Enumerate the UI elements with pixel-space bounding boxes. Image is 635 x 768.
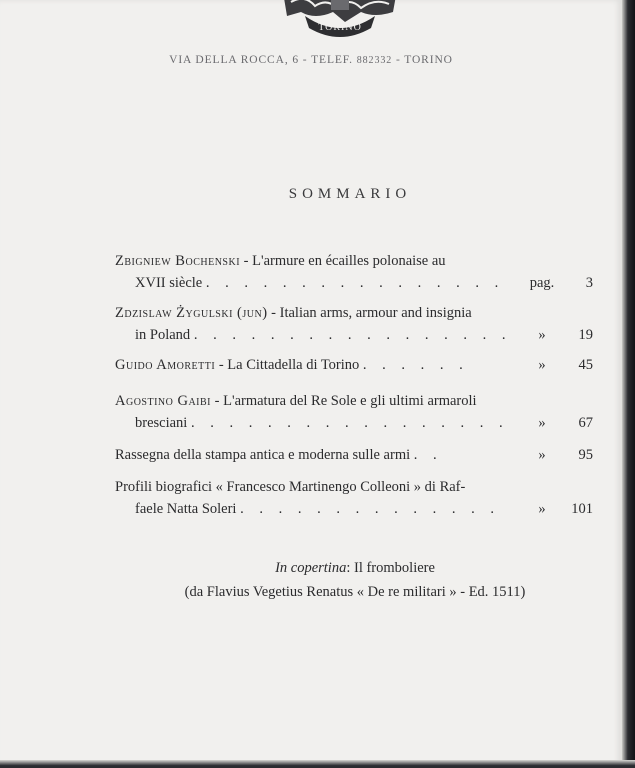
toc-title-continued: XVII siècle <box>135 275 203 291</box>
toc-author: Zdzislaw Żygulski (jun) <box>115 305 268 321</box>
toc-title: - L'armatura del Re Sole e gli ultimi armaroli <box>211 393 477 409</box>
toc-entry <box>115 250 593 294</box>
publisher-address <box>0 54 622 66</box>
toc-entry <box>115 476 593 520</box>
toc-author: Guido Amoretti <box>115 357 216 373</box>
toc-title: - La Cittadella di Torino <box>215 357 360 373</box>
toc-title: - Italian arms, armour and insignia <box>267 305 472 321</box>
page-edge-right <box>622 0 635 768</box>
cover-label: In copertina <box>275 560 347 576</box>
page-number: 45 <box>578 357 593 373</box>
page-number: 95 <box>578 447 593 463</box>
page-mark: pag. <box>529 275 555 291</box>
toc-title: Profili biografici « Francesco Martinengo Colleoni » di Raf- <box>115 479 466 495</box>
logo-text: TORINO <box>318 22 362 33</box>
leader-dots: . . . . . . . . . . . . . . . . . <box>190 415 509 431</box>
table-of-contents <box>115 250 593 520</box>
toc-title-continued: faele Natta Soleri <box>135 501 237 517</box>
page-mark: » <box>538 357 546 373</box>
page-number: 101 <box>571 501 593 517</box>
toc-author: Agostino Gaibi <box>115 393 212 409</box>
leader-dots: . . . . . . . . . . . . . . . . <box>205 275 505 291</box>
leader-dots: . . <box>413 447 443 463</box>
leader-dots: . . . . . . . . . . . . . . <box>240 501 500 517</box>
toc-title: - L'armure en écailles polonaise au <box>240 253 446 269</box>
page-number: 67 <box>578 415 593 431</box>
publisher-logo <box>275 0 405 44</box>
page-number: 3 <box>585 275 593 291</box>
phone-number: 882332 <box>356 55 393 66</box>
page-number: 19 <box>578 327 593 343</box>
page-mark: » <box>538 327 546 343</box>
page-mark: » <box>538 501 546 517</box>
toc-title-continued: in Poland <box>135 327 191 343</box>
page-title: SOMMARIO <box>288 186 412 202</box>
page-mark: » <box>538 447 546 463</box>
toc-entry <box>115 444 593 466</box>
cover-credit: (da Flavius Vegetius Renatus « De re militari » - Ed. 1511) <box>184 584 526 600</box>
address-text: VIA DELLA ROCCA, 6 - TELEF. <box>169 54 353 66</box>
leader-dots: . . . . . . . . . . . . . . . . . <box>193 327 512 343</box>
leader-dots: . . . . . . <box>362 357 469 373</box>
cover-title: : Il fromboliere <box>346 560 435 576</box>
toc-title-continued: bresciani <box>135 415 188 431</box>
toc-entry <box>115 354 593 376</box>
toc-entry <box>115 302 593 346</box>
page-mark: » <box>538 415 546 431</box>
toc-author: Zbigniew Bochenski <box>115 253 241 269</box>
toc-entry <box>115 390 593 434</box>
page-edge-bottom <box>0 760 635 768</box>
city-text: - TORINO <box>395 54 453 66</box>
cover-note <box>0 558 635 603</box>
toc-title: Rassegna della stampa antica e moderna sulle armi <box>115 447 411 463</box>
